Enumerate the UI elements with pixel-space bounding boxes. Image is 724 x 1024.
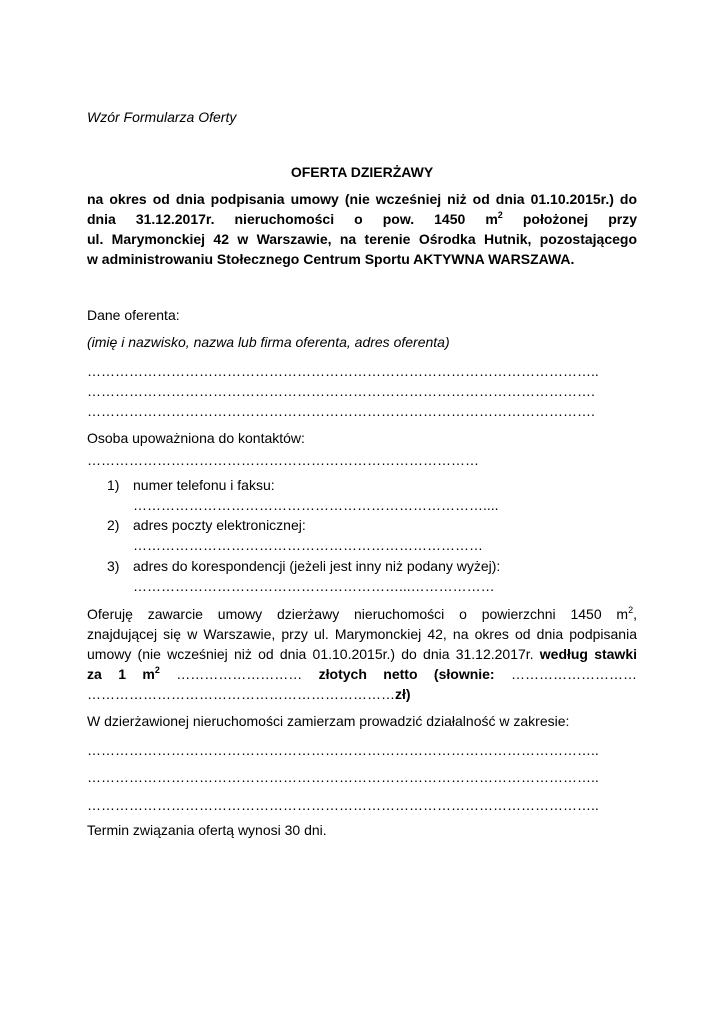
list-label: numer telefonu i faksu: [133,477,275,493]
document-title: OFERTA DZIERŻAWY [290,164,434,180]
offer-line-2: znajdującej się w Warszawie, przy ul. Marymonckiej 42, na okres od dnia podpisania [87,626,637,642]
offer-statement [87,604,637,704]
bidder-hint: (imię i nazwisko, nazwa lub firma oferenta, adres oferenta) [87,334,450,350]
bidder-field-line-2[interactable]: ………………………………………………………………………………………………. [87,383,595,399]
phone-fax-field[interactable]: ………………………………………………………………….... [133,497,499,513]
offer-subject [87,189,637,269]
activity-field-line-3[interactable]: ……………………………………………………………………………………………….. [87,797,599,813]
form-label: Wzór Formularza Oferty [87,109,237,125]
bidder-field-line-3[interactable]: ………………………………………………………………………………………………. [87,403,595,419]
list-number: 3) [107,558,120,574]
list-number: 2) [107,517,120,533]
subject-line-4: w administrowaniu Stołecznego Centrum Sportu AKTYWNA WARSZAWA. [87,251,575,267]
contact-label: Osoba upoważniona do kontaktów: [87,430,305,446]
offer-validity-note: Termin związania ofertą wynosi 30 dni. [87,822,327,838]
bidder-field-line-1[interactable]: ……………………………………………………………………………………………….. [87,363,599,379]
subject-line-1: na okres od dnia podpisania umowy (nie wcześniej niż od dnia 01.10.2015r.) do [87,191,637,207]
subject-line-3: ul. Marymonckiej 42 w Warszawie, na terenie Ośrodka Hutnik, pozostającego [87,231,637,247]
activity-field-line-2[interactable]: ……………………………………………………………………………………………….. [87,769,599,785]
offer-line-3: umowy (nie wcześniej niż od dnia 01.10.2015r.) do dnia 31.12.2017r. według stawki [87,646,637,662]
correspondence-address-field[interactable]: …………………………………………………...……………… [133,578,495,594]
list-label: adres poczty elektronicznej: [133,517,306,533]
rate-in-words-field[interactable]: ……………………… [494,666,637,682]
offer-line-4: za 1 $m^2$ ……………………… złotych netto (słownie: ……………………… [87,665,637,682]
list-label: adres do korespondencji (jeżeli jest inny niż podany wyżej): [133,558,501,574]
rate-in-words-field-cont[interactable]: ………………………………………………………… [87,686,395,702]
rate-amount-field[interactable]: ……………………… [159,666,319,682]
subject-line-2: dnia 31.12.2017r. nieruchomości o pow. 1450 $m^2$ położonej przy [87,210,637,227]
offer-line-5: …………………………………………………………zł) [87,686,411,702]
list-number: 1) [107,477,120,493]
bidder-label: Dane oferenta: [87,307,180,323]
activity-label: W dzierżawionej nieruchomości zamierzam prowadzić działalność w zakresie: [87,713,570,729]
activity-field-line-1[interactable]: ……………………………………………………………………………………………….. [87,742,599,758]
email-field[interactable]: ………………………………………………………………… [133,537,483,553]
contact-person-field[interactable]: ………………………………………………………………………… [87,452,479,468]
offer-line-1: Oferuję zawarcie umowy dzierżawy nieruchomości o powierzchni 1450 $m^2$, [87,605,637,622]
